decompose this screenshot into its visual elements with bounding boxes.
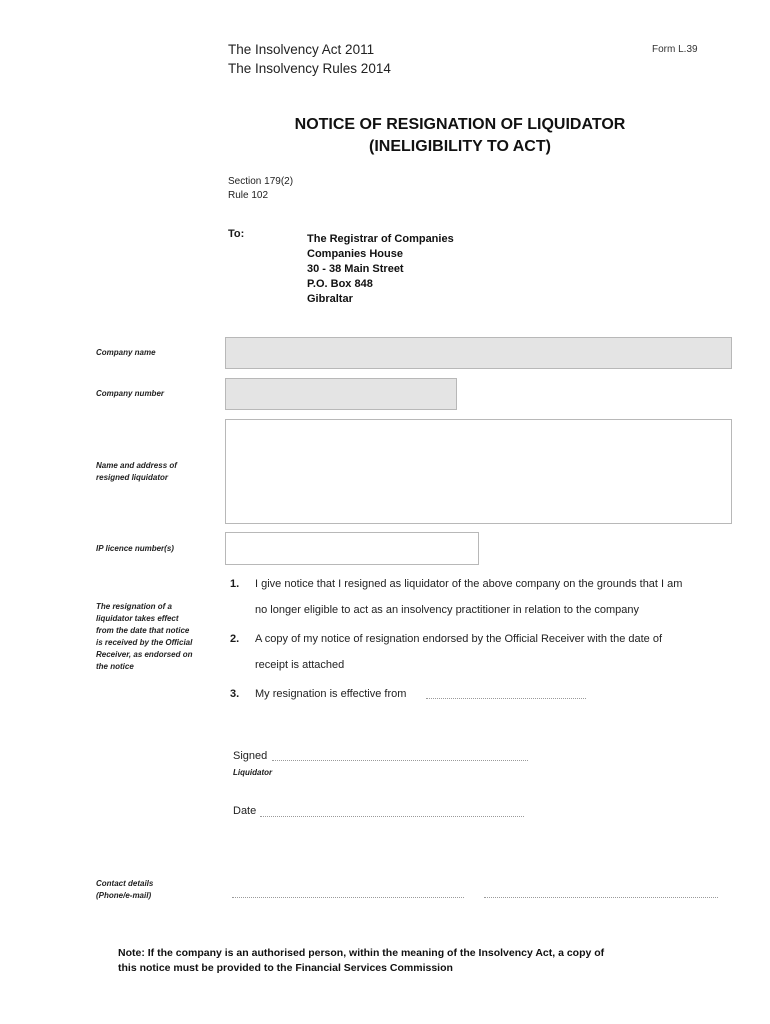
statement-2-line-1: A copy of my notice of resignation endorsed by the Official Receiver with the date of [255, 633, 663, 645]
form-number: Form L.39 [652, 44, 698, 55]
form-title: NOTICE OF RESIGNATION OF LIQUIDATOR [294, 116, 626, 133]
note-line-1: Note: If the company is an authorised person, within the meaning of the Insolvency Act, a copy of [118, 947, 605, 959]
statement-1-line-2: no longer eligible to act as an insolvency practitioner in relation to the company [255, 604, 640, 616]
statement-3-number: 3. [230, 688, 240, 700]
section-reference: Section 179(2) [228, 176, 294, 187]
signature-field[interactable] [272, 760, 528, 761]
date-field[interactable] [260, 816, 524, 817]
address-line: 30 - 38 Main Street [307, 263, 404, 275]
side-note-line: is received by the Official [96, 638, 193, 647]
to-label: To: [228, 228, 245, 240]
side-note-line: liquidator takes effect [96, 614, 179, 623]
address-line: The Registrar of Companies [307, 233, 454, 245]
email-field[interactable] [484, 897, 718, 898]
liquidator-address-label-line: Name and address of [96, 461, 177, 470]
liquidator-address-label [96, 460, 177, 484]
contact-details-label [96, 878, 153, 902]
act-title: The Insolvency Act 2011 [228, 42, 375, 57]
rule-reference: Rule 102 [228, 190, 269, 201]
address-line: P.O. Box 848 [307, 278, 373, 290]
statement-2-line-2: receipt is attached [255, 659, 345, 671]
note-line-2: this notice must be provided to the Financial Services Commission [118, 962, 453, 974]
company-name-label: Company name [96, 348, 156, 357]
statement-2-number: 2. [230, 633, 240, 645]
side-note-line: from the date that notice [96, 626, 190, 635]
statement-1-number: 1. [230, 578, 240, 590]
rules-title: The Insolvency Rules 2014 [228, 61, 391, 76]
effective-date-field[interactable] [426, 698, 586, 699]
liquidator-label: Liquidator [233, 768, 273, 777]
form-subtitle: (INELIGIBILITY TO ACT) [369, 138, 551, 155]
liquidator-address-label-line: resigned liquidator [96, 473, 169, 482]
contact-details-label-line: (Phone/e-mail) [96, 891, 152, 900]
date-label: Date [233, 805, 257, 817]
contact-details-label-line: Contact details [96, 879, 154, 888]
ip-licence-label: IP licence number(s) [96, 544, 174, 553]
statement-1-line-1: I give notice that I resigned as liquidator of the above company on the grounds that I am [255, 578, 683, 590]
address-line: Gibraltar [307, 293, 353, 305]
signed-label: Signed [233, 750, 268, 762]
side-note-line: Receiver, as endorsed on [96, 650, 193, 659]
company-number-label: Company number [96, 389, 165, 398]
statement-3-line-1: My resignation is effective from [255, 688, 407, 700]
side-note-line: The resignation of a [96, 602, 173, 611]
address-line: Companies House [307, 248, 403, 260]
liquidator-address-field[interactable] [225, 419, 732, 524]
phone-field[interactable] [232, 897, 464, 898]
company-name-field[interactable] [225, 337, 732, 369]
ip-licence-field[interactable] [225, 532, 479, 565]
company-number-field[interactable] [225, 378, 457, 410]
side-note-line: the notice [96, 662, 134, 671]
side-note [96, 601, 193, 673]
